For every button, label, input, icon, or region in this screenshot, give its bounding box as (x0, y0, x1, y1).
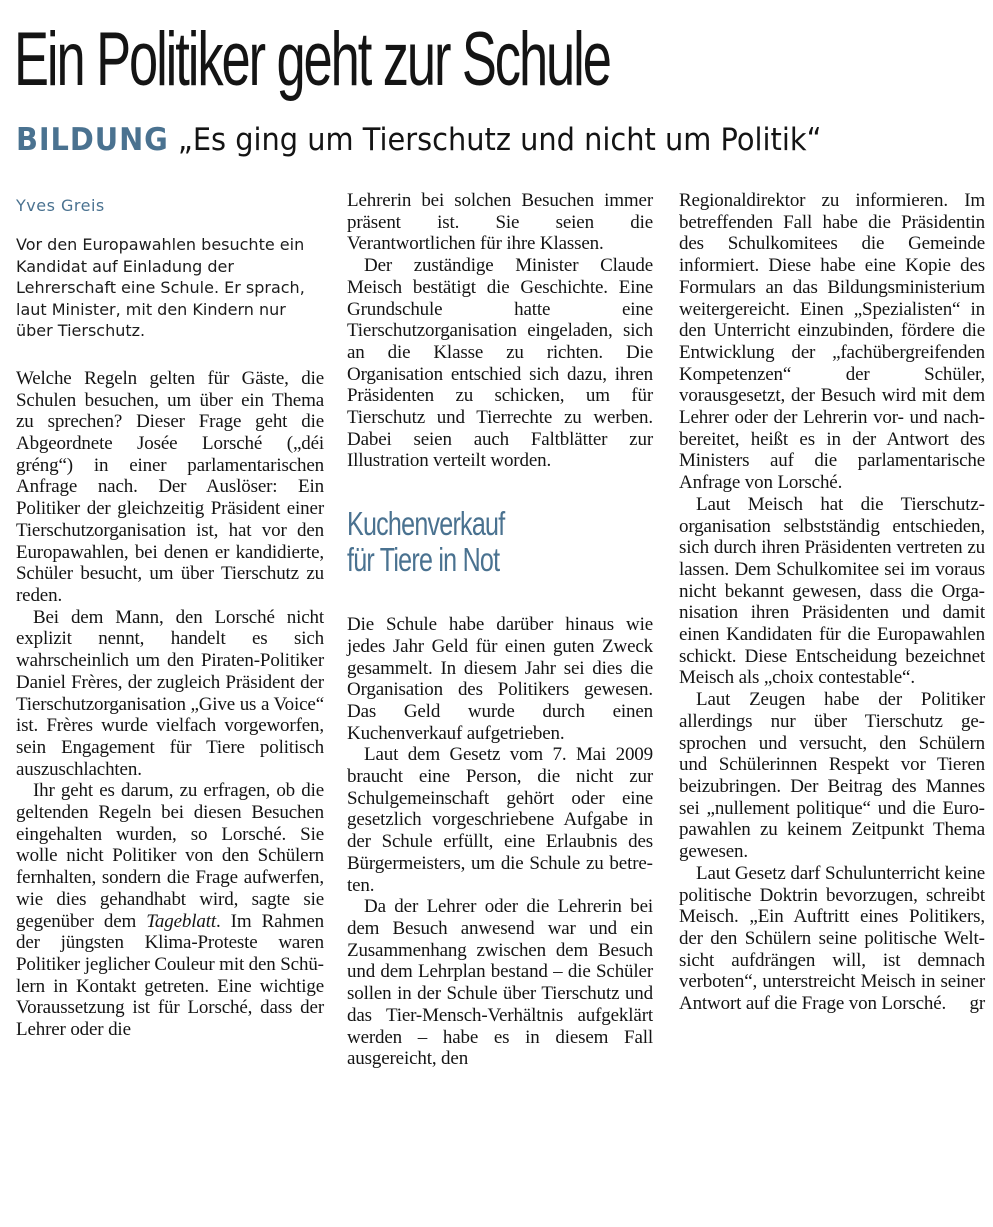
article-column-2 (347, 190, 653, 1070)
subheading (347, 506, 580, 578)
body-paragraph: Bei dem Mann, den Lorsché nicht explizit nennt, handelt es sich wahrscheinlich um den Piraten-Politiker Daniel Frères, der zugleich Präsident der Tierschutzorganisation „Give us a Voice“ ist. Frères wurde vielfach vorgeworfen, sein Engagement für Tiere politisch auszuschlachten. (16, 606, 324, 780)
byline: Yves Greis (16, 196, 105, 215)
body-paragraph: Welche Regeln gelten für Gäste, die Schulen besuchen, um über ein Thema zu sprechen? Dieser Frage geht die Abgeordnete Josée Lorsché („déi gréng“) in einer parlamentarischen Anfrage nach. Der Auslöser: Ein Politiker der gleichzeitig Präsident einer Tierschutzorganisation ist, hat vor den Europawahlen, bei denen er kandidierte, Schüler besucht, um über Tierschutz zu reden. (16, 367, 324, 606)
article-column-3 (679, 190, 985, 1015)
body-paragraph: Die Schule habe darüber hinaus wie jedes Jahr Geld für einen guten Zweck gesammelt. In diesem Jahr sei dies die Organisation des Politikers gewesen. Das Geld wurde durch einen Kuchenverkauf aufgetrieben. (347, 614, 653, 744)
body-paragraph: Regionaldirektor zu informieren. Im betreffenden Fall habe die Präsidentin des Schulkomitees die Gemeinde informiert. Diese habe eine Kopie des Formulars an das Bildungsministerium weitergereicht. Einen „Spezialisten“ in den Unterricht einzubinden, fördere die Entwicklung der „fachübergreifenden Kompetenzen“ der Schüler, vorausgesetzt, der Besuch wird mit dem Lehrer oder der Lehrerin vor- und nachbereitet, heißt es in der Antwort des Ministers auf die parlamentarische Anfrage von Lorsché. (679, 190, 985, 494)
subheadline-quote: „Es ging um Tierschutz und nicht um Politik“ (177, 122, 822, 158)
body-text: Ihr geht es darum, zu erfragen, ob die geltenden Regeln bei diesen Besuchen eingehalten wurden, so Lorsché. Sie wolle nicht Politiker von den Schülern fernhalten, sondern die Frage aufwerfen, wie dies gehandhabt wird, sagte sie gegenüber dem (16, 780, 324, 932)
body-paragraph: Lehrerin bei solchen Besuchen immer präsent ist. Sie seien die Verantwortlichen für ihre Klassen. (347, 190, 653, 255)
lead-paragraph: Vor den Europawahlen besuchte ein Kandidat auf Einladung der Lehrerschaft eine Schule. Er sprach, laut Minister, mit den Kindern nur über Tierschutz. (16, 235, 305, 341)
article-column-1 (16, 190, 324, 1041)
subheading-line: für Tiere in Not (347, 541, 500, 579)
body-paragraph: Der zuständige Minister Claude Meisch bestätigt die Geschichte. Eine Grundschule hatte eine Tierschutzorganisation eingeladen, sich an die Klasse zu richten. Die Organisation entschied sich dazu, ihren Präsidenten zu schicken, um für Tierschutz und Tierrechte zu werben. Dabei seien auch Faltblätter zur Illustration verteilt worden. (347, 255, 653, 472)
body-paragraph: Laut Meisch hat die Tierschutzorganisation selbstständig entschieden, sich durch ihren Präsidenten vertreten zu lassen. Dem Schulkomitee sei im voraus nicht bekannt gewesen, dass die Organisation ihren Präsidenten und damit einen Kandidaten für die Europawahlen schickt. Diese Entscheidung bezeichnet Meisch als „choix contestable“. (679, 493, 985, 689)
body-paragraph: Laut Zeugen habe der Politiker allerdings nur über Tierschutz gesprochen und versucht, den Schülern und Schülerinnen Respekt vor Tieren beizubringen. Der Beitrag des Mannes sei „nullement politique“ und die Europawahlen zu keinem Zeitpunkt Thema gewesen. (679, 689, 985, 863)
headline: Ein Politiker geht zur Schule (14, 17, 610, 102)
section-kicker: BILDUNG (16, 122, 169, 158)
body-paragraph: Da der Lehrer oder die Lehrerin bei dem Besuch anwesend war und ein Zusammenhang zwischen dem Besuch und dem Lehrplan bestand – die Schüler sollen in der Schule über Tierschutz und das Tier-Mensch-Verhältnis aufgeklärt werden – habe es in diesem Fall ausgereicht, den (347, 896, 653, 1070)
subheadline (16, 118, 822, 162)
body-paragraph (679, 863, 985, 1015)
subheading-line: Kuchenverkauf (347, 505, 505, 543)
body-paragraph: Laut dem Gesetz vom 7. Mai 2009 braucht eine Person, die nicht zur Schulgemeinschaft gehört oder eine gesetzlich vorgeschriebene Aufgabe in der Schule erfüllt, eine Erlaubnis des Bürgermeisters, um die Schule zu betreten. (347, 744, 653, 896)
body-text: Laut Gesetz darf Schulunterricht keine politische Doktrin bevorzugen, schreibt Meisch. „Ein Auftritt eines Politikers, der den Schülern seine politische Weltsicht aufdrängen will, ist demnach verboten“, unterstreicht Meisch in seiner Antwort auf die Frage von Lorsché. (679, 862, 985, 1015)
newspaper-name: Tageblatt (146, 910, 216, 932)
author-signature: gr (969, 993, 985, 1015)
body-text: . Im Rahmen der jüngsten Klima-Proteste waren Politiker jeglicher Couleur mit den Schülern in Kontakt getreten. Eine wichtige Voraussetzung ist für Lorsché, dass der Lehrer oder die (16, 910, 324, 1041)
body-paragraph (16, 780, 324, 1040)
